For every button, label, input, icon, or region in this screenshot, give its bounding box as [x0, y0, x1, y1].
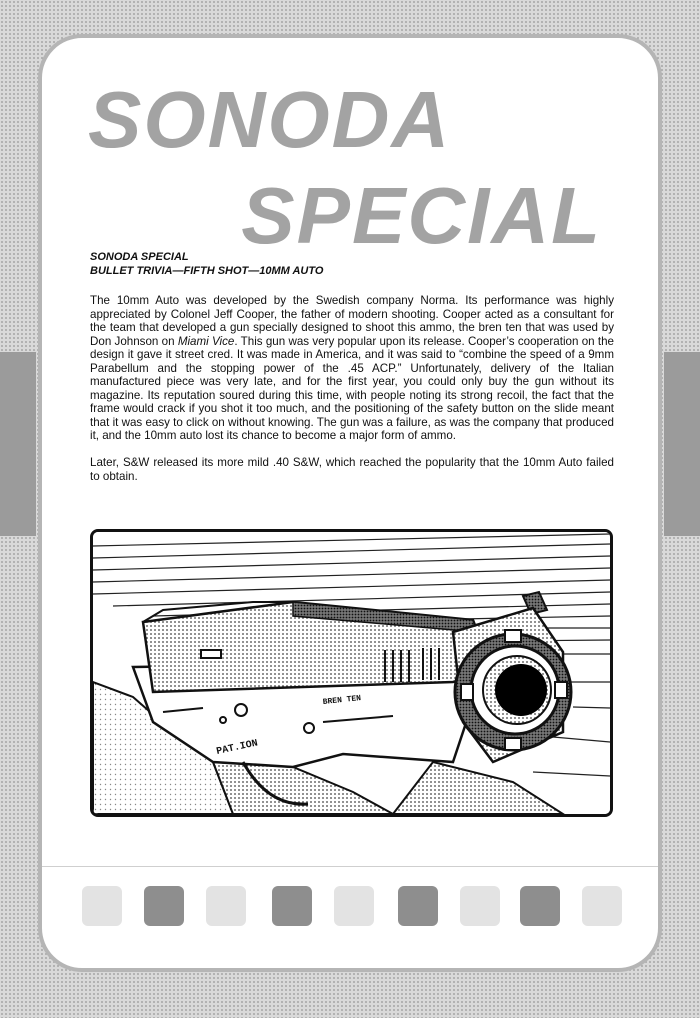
- paragraph-2: Later, S&W released its more mild .40 S&W, which reached the popularity that the 10mm Auto failed to obtain.: [90, 456, 614, 483]
- footer-squares: [82, 886, 622, 926]
- paragraph-1-text-a: The 10mm Auto was developed by the Swedish company Norma. Its performance was highly appreciated by Colonel Jeff Cooper, the father of modern shooting. Cooper acted as a consultant for the team that developed a gun specially designed to shoot this ammo, the bren ten that was used by Don Johnson on: [90, 294, 614, 348]
- title-line-1: SONODA: [88, 75, 452, 164]
- show-title: Miami Vice: [177, 334, 235, 348]
- engraving-model: BREN TEN: [322, 694, 362, 707]
- pistol-illustration: [93, 532, 610, 814]
- footer-square-8: [520, 886, 560, 926]
- footer-square-3: [206, 886, 246, 926]
- right-side-tab: [664, 352, 700, 536]
- subheading-line-2: BULLET TRIVIA—FIFTH SHOT—10MM AUTO: [90, 265, 324, 277]
- footer-divider: [42, 866, 658, 867]
- engraving-pat: PAT.ION: [215, 738, 259, 758]
- paragraph-1: [90, 294, 614, 443]
- paragraph-1-text-b: . This gun was very popular upon its release. Cooper’s cooperation on the design it gave it street cred. It was made in America, and it was said to “combine the speed of a 9mm Parabellum and the stopping power of the .45 ACP.” Unfortunately, delivery of the Italian manufactured piece was very late, and for the first year, you could only buy the gun without its magazine. Its reputation soured during this time, with people noting its strong recoil, the fact that the frame would crack if you shot it too much, and the positioning of the safety button on the slide meant that it was easy to click on without knowing. The gun was a failure, as was the company that produced it, and the 10mm auto lost its chance to become a major form of ammo.: [90, 334, 614, 442]
- subheading: [90, 250, 323, 278]
- footer-square-6: [398, 886, 438, 926]
- manga-panel: [90, 529, 613, 817]
- footer-square-2: [144, 886, 184, 926]
- footer-square-4: [272, 886, 312, 926]
- footer-square-5: [334, 886, 374, 926]
- title-line-2: SPECIAL: [241, 171, 602, 260]
- footer-square-7: [460, 886, 500, 926]
- left-side-tab: [0, 352, 36, 536]
- footer-square-1: [82, 886, 122, 926]
- footer-square-9: [582, 886, 622, 926]
- page-card: [38, 34, 662, 972]
- article-body: [90, 294, 614, 497]
- subheading-line-1: SONODA SPECIAL: [90, 251, 189, 263]
